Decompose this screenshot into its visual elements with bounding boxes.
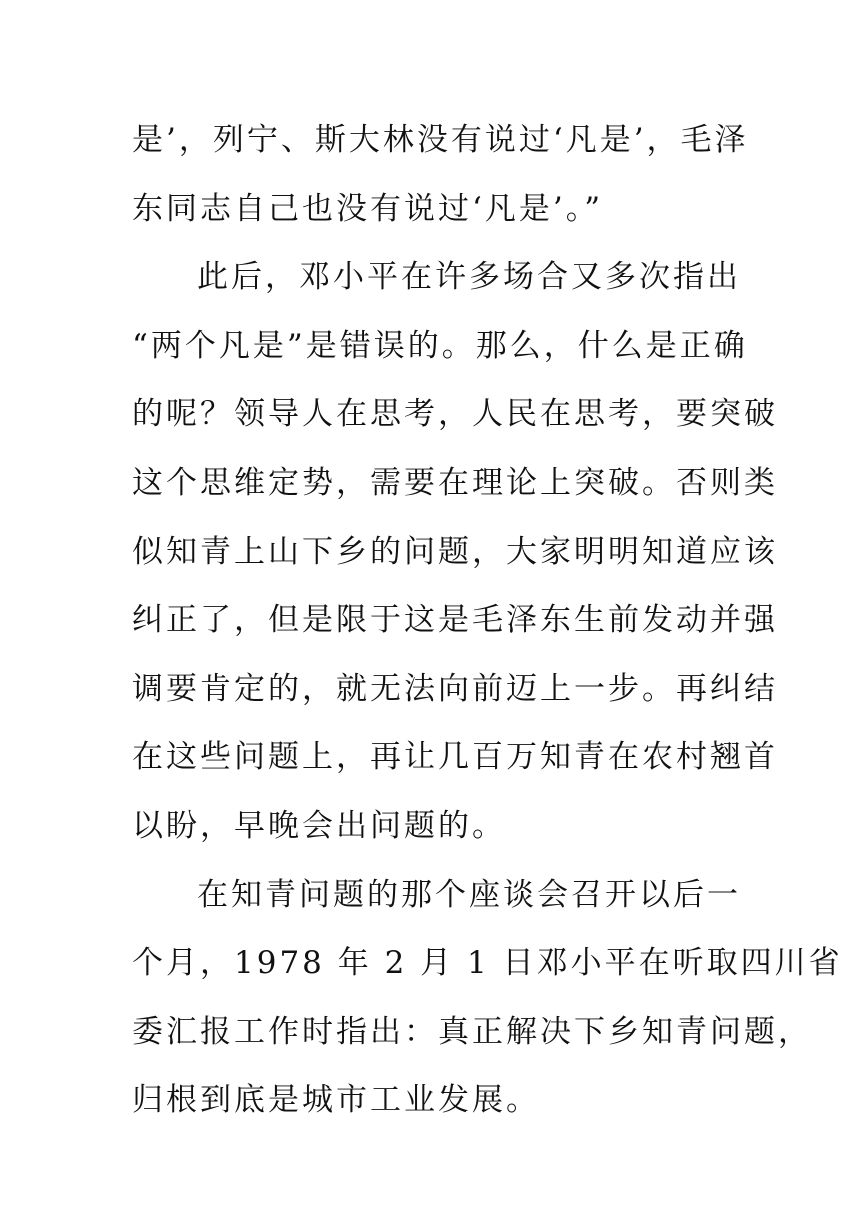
text-line: 委汇报工作时指出：真正解决下乡知青问题， [132,1013,812,1050]
text-line: 归根到底是城市工业发展。 [132,1082,540,1119]
text-line: 东同志自己也没有说过‘凡是’。” [132,190,604,227]
text-line: 这个思维定势，需要在理论上突破。否则类 [132,464,778,501]
text-line: 纠正了，但是限于这是毛泽东生前发动并强 [132,602,778,639]
text-line: 是’，列宁、斯大林没有说过‘凡是’，毛泽 [132,122,749,158]
text-line: 以盼，早晚会出问题的。 [132,807,506,844]
text-line: 调要肯定的，就无法向前迈上一步。再纠结 [132,670,778,707]
text-line: 的呢？领导人在思考，人民在思考，要突破 [132,396,778,433]
text-line: 个月，1978 年 2 月 1 日邓小平在听取四川省 [132,945,843,982]
text-line: 似知青上山下乡的问题，大家明明知道应该 [132,533,778,570]
text-line: “两个凡是”是错误的。那么，什么是正确 [132,327,748,364]
body-text [132,112,843,1141]
text-line: 在这些问题上，再让几百万知青在农村翘首 [132,739,778,776]
paragraph-start-line: 在知青问题的那个座谈会召开以后一 [197,876,741,913]
paragraph-start-line: 此后，邓小平在许多场合又多次指出 [197,259,741,296]
